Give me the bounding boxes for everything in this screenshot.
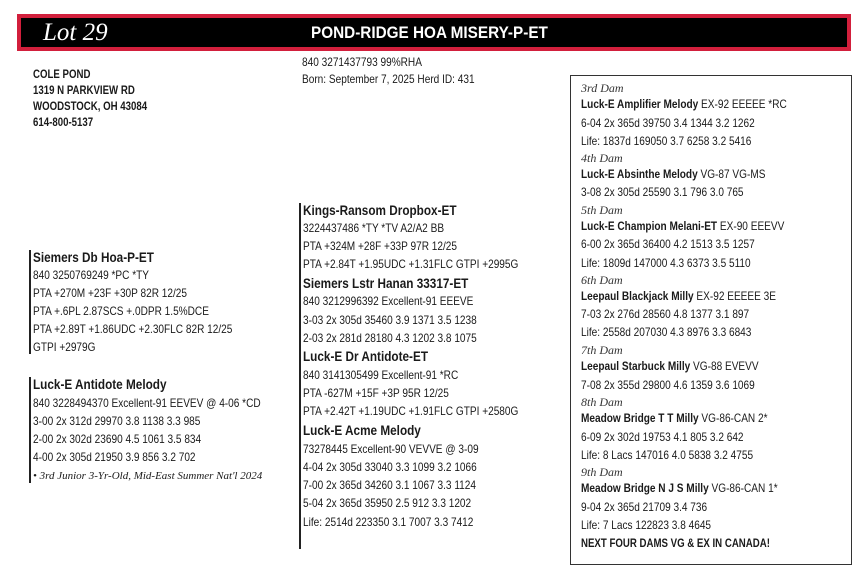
- ancestor-dam-name: Meadow Bridge N J S Milly VG-86-CAN 1*: [581, 481, 778, 495]
- sire-line: PTA +270M +23F +30P 82R 12/25: [33, 286, 188, 300]
- ancestor-dam-name: Leepaul Starbuck Milly VG-88 EVEVV: [581, 359, 759, 373]
- ancestor-dam-line: 6-09 2x 302d 19753 4.1 805 3.2 642: [581, 430, 744, 444]
- animal-name: POND-RIDGE HOA MISERY-P-ET: [311, 23, 548, 42]
- sire-line: PTA +.6PL 2.87SCS +.0DPR 1.5%DCE: [33, 304, 209, 318]
- dam-generation-label: 7th Dam: [581, 343, 623, 357]
- lot-banner: [17, 14, 851, 51]
- canada-dams-note: NEXT FOUR DAMS VG & EX IN CANADA!: [581, 538, 770, 550]
- ancestor-dam-line: Life: 1809d 147000 4.3 6373 3.5 5110: [581, 256, 751, 270]
- dam-dam-name: Luck-E Acme Melody: [303, 422, 421, 438]
- dam-name: Luck-E Antidote Melody: [33, 376, 167, 392]
- ancestor-dam-line: Life: 8 Lacs 147016 4.0 5838 3.2 4755: [581, 448, 754, 462]
- ancestor-dam-line: 7-03 2x 276d 28560 4.8 1377 3.1 897: [581, 307, 750, 321]
- ancestor-dam-line: 7-08 2x 355d 29800 4.6 1359 3.6 1069: [581, 378, 755, 392]
- ancestor-dam-name: Luck-E Amplifier Melody EX-92 EEEEE *RC: [581, 97, 787, 111]
- sire-dam-name: Siemers Lstr Hanan 33317-ET: [303, 275, 469, 291]
- sire-bar: [29, 250, 31, 354]
- dam-dam-line: 7-00 2x 365d 34260 3.1 1067 3.3 1124: [303, 478, 477, 492]
- sire-sire-name: Kings-Ransom Dropbox-ET: [303, 202, 457, 218]
- dam-generation-label: 9th Dam: [581, 465, 623, 479]
- sire-name: Siemers Db Hoa-P-ET: [33, 249, 154, 265]
- sire-dam-line: 2-03 2x 281d 28180 4.3 1202 3.8 1075: [303, 331, 477, 345]
- ancestor-dam-name: Leepaul Blackjack Milly EX-92 EEEEE 3E: [581, 289, 776, 303]
- sire-dam-line: 840 3212996392 Excellent-91 EEEVE: [303, 294, 474, 308]
- sire-line: GTPI +2979G: [33, 340, 96, 354]
- dam-generation-label: 3rd Dam: [581, 81, 624, 95]
- dam-generation-label: 4th Dam: [581, 151, 623, 165]
- animal-registration: 840 3271437793 99%RHA: [302, 55, 422, 69]
- dam-sire-line: 840 3141305499 Excellent-91 *RC: [303, 368, 459, 382]
- dam-generation-label: 5th Dam: [581, 203, 623, 217]
- dam-line: 2-00 2x 302d 23690 4.5 1061 3.5 834: [33, 432, 202, 446]
- owner-name: COLE POND: [33, 69, 91, 81]
- dam-line: 4-00 2x 305d 21950 3.9 856 3.2 702: [33, 450, 196, 464]
- sire-line: 840 3250769249 *PC *TY: [33, 268, 150, 282]
- dam-sire-line: PTA -627M +15F +3P 95R 12/25: [303, 386, 449, 400]
- ancestor-dam-line: Life: 1837d 169050 3.7 6258 3.2 5416: [581, 134, 752, 148]
- sire-sire-line: 3224437486 *TY *TV A2/A2 BB: [303, 221, 445, 235]
- dam-line: 3-00 2x 312d 29970 3.8 1138 3.3 985: [33, 414, 201, 428]
- dam-award-note: • 3rd Junior 3-Yr-Old, Mid-East Summer Nat'l 2024: [33, 470, 263, 482]
- ancestor-dam-name: Luck-E Absinthe Melody VG-87 VG-MS: [581, 167, 766, 181]
- dam-bar: [29, 377, 31, 483]
- ancestor-dam-line: 9-04 2x 365d 21709 3.4 736: [581, 500, 708, 514]
- ancestor-dam-line: 3-08 2x 305d 25590 3.1 796 3.0 765: [581, 185, 744, 199]
- dam-generation-label: 8th Dam: [581, 395, 623, 409]
- owner-address-2: WOODSTOCK, OH 43084: [33, 101, 148, 113]
- lot-number: Lot 29: [43, 19, 108, 46]
- ancestor-dam-line: 6-04 2x 365d 39750 3.4 1344 3.2 1262: [581, 116, 755, 130]
- dam-generation-label: 6th Dam: [581, 273, 623, 287]
- animal-birth-info: Born: September 7, 2025 Herd ID: 431: [302, 72, 475, 86]
- sire-sire-line: PTA +2.84T +1.95UDC +1.31FLC GTPI +2995G: [303, 257, 519, 271]
- sire-line: PTA +2.89T +1.86UDC +2.30FLC 82R 12/25: [33, 322, 233, 336]
- ancestor-dam-name: Meadow Bridge T T Milly VG-86-CAN 2*: [581, 411, 768, 425]
- sire-dam-line: 3-03 2x 305d 35460 3.9 1371 3.5 1238: [303, 313, 477, 327]
- dam-dam-line: 5-04 2x 365d 35950 2.5 912 3.3 1202: [303, 496, 472, 510]
- owner-phone: 614-800-5137: [33, 117, 94, 129]
- dam-sire-name: Luck-E Dr Antidote-ET: [303, 348, 429, 364]
- dam-dam-line: 73278445 Excellent-90 VEVVE @ 3-09: [303, 442, 479, 456]
- dam-dam-line: Life: 2514d 223350 3.1 7007 3.3 7412: [303, 515, 474, 529]
- ancestor-dam-name: Luck-E Champion Melani-ET EX-90 EEEVV: [581, 219, 785, 233]
- owner-address-1: 1319 N PARKVIEW RD: [33, 85, 135, 97]
- ancestor-dam-line: Life: 7 Lacs 122823 3.8 4645: [581, 518, 712, 532]
- dam-dam-line: 4-04 2x 305d 33040 3.3 1099 3.2 1066: [303, 460, 477, 474]
- dam-sire-line: PTA +2.42T +1.19UDC +1.91FLC GTPI +2580G: [303, 404, 519, 418]
- dam-line: 840 3228494370 Excellent-91 EEVEV @ 4-06 *CD: [33, 396, 261, 410]
- ancestor-dam-line: Life: 2558d 207030 4.3 8976 3.3 6843: [581, 325, 752, 339]
- sire-sire-line: PTA +324M +28F +33P 97R 12/25: [303, 239, 458, 253]
- middle-bar: [299, 203, 301, 549]
- ancestor-dam-line: 6-00 2x 365d 36400 4.2 1513 3.5 1257: [581, 237, 755, 251]
